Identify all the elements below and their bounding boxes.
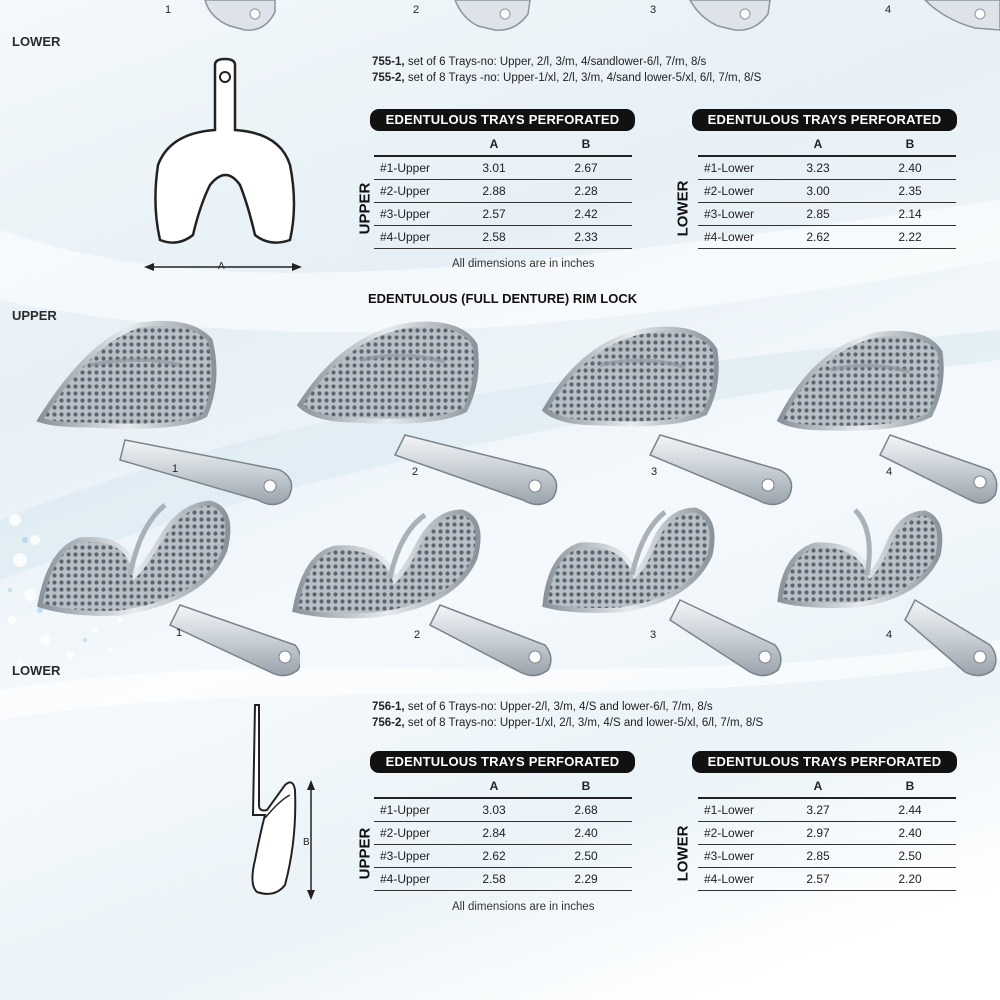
set-756-2-text: set of 8 Trays-no: Upper-1/xl, 2/l, 3/m, 4/S and lower-5/xl, 6/l, 7/m, 8/S: [407, 717, 764, 729]
table-755-upper-side-label: UPPER: [356, 182, 374, 235]
cell-a: 2.62: [772, 226, 864, 249]
set-755-1-text: set of 6 Trays-no: Upper, 2/l, 3/m, 4/sandlower-6/l, 7/m, 8/s: [407, 56, 707, 68]
set-755-line-1: [372, 55, 992, 70]
cell-b: 2.33: [540, 226, 632, 249]
lower-tray-number-3: 3: [650, 629, 657, 641]
table-row: [374, 775, 632, 798]
cell-b: 2.29: [540, 868, 632, 891]
cell-b: 2.22: [864, 226, 956, 249]
rim-lock-title: EDENTULOUS (FULL DENTURE) RIM LOCK: [368, 291, 638, 306]
cell-b: 2.28: [540, 180, 632, 203]
dim-label-a: A: [218, 261, 225, 272]
table-row: [698, 845, 956, 868]
table-row: [698, 822, 956, 845]
cell-a: 2.84: [448, 822, 540, 845]
table-row: [698, 133, 956, 156]
row-name: #3-Lower: [698, 203, 772, 226]
col-header-b: B: [864, 133, 956, 156]
cell-b: 2.40: [864, 822, 956, 845]
table-row: [374, 798, 632, 822]
table-756-upper-header: EDENTULOUS TRAYS PERFORATED: [370, 751, 635, 773]
table-755-lower-header: EDENTULOUS TRAYS PERFORATED: [692, 109, 957, 131]
row-name: #2-Upper: [374, 180, 448, 203]
table-row: [698, 226, 956, 249]
row-name: #3-Lower: [698, 845, 772, 868]
top-number-3: 3: [650, 4, 657, 16]
lower-tray-2-image: [290, 500, 560, 690]
col-header-a: A: [772, 133, 864, 156]
table-row: [698, 203, 956, 226]
lower-tray-3-image: [540, 500, 790, 690]
set-755-2-code: 755-2,: [372, 72, 405, 84]
table-row: [374, 226, 632, 249]
table-row: [374, 180, 632, 203]
row-name: #3-Upper: [374, 845, 448, 868]
row-name: #1-Lower: [698, 798, 772, 822]
table-755-lower: [698, 133, 956, 249]
cell-b: 2.40: [864, 156, 956, 180]
row-name: #1-Upper: [374, 798, 448, 822]
top-number-2: 2: [413, 4, 420, 16]
lower-tray-number-4: 4: [886, 629, 893, 641]
dimensions-note-755: All dimensions are in inches: [452, 258, 595, 270]
cell-b: 2.44: [864, 798, 956, 822]
cell-a: 3.03: [448, 798, 540, 822]
row-name: #4-Upper: [374, 226, 448, 249]
upper-tray-4-image: [775, 330, 1000, 520]
upper-tray-3-image: [540, 325, 810, 515]
table-756-lower-header: EDENTULOUS TRAYS PERFORATED: [692, 751, 957, 773]
cell-a: 2.57: [772, 868, 864, 891]
row-name: #1-Lower: [698, 156, 772, 180]
cell-b: 2.35: [864, 180, 956, 203]
table-row: [374, 868, 632, 891]
cell-a: 2.58: [448, 226, 540, 249]
section-label-upper: UPPER: [12, 308, 57, 323]
cell-a: 2.97: [772, 822, 864, 845]
lower-tray-number-1: 1: [176, 627, 183, 639]
row-name: #2-Lower: [698, 180, 772, 203]
set-756-1-text: set of 6 Trays-no: Upper-2/l, 3/m, 4/S and lower-6/l, 7/m, 8/s: [407, 701, 713, 713]
cell-a: 3.23: [772, 156, 864, 180]
lower-tray-4-image: [775, 505, 1000, 695]
table-row: [698, 156, 956, 180]
table-row: [374, 203, 632, 226]
table-row: [698, 798, 956, 822]
cell-a: 2.85: [772, 845, 864, 868]
row-name: #4-Upper: [374, 868, 448, 891]
table-756-lower: [698, 775, 956, 891]
cell-a: 3.00: [772, 180, 864, 203]
table-row: [374, 133, 632, 156]
cell-b: 2.40: [540, 822, 632, 845]
row-name: #2-Lower: [698, 822, 772, 845]
cell-a: 2.85: [772, 203, 864, 226]
upper-tray-1-image: [30, 320, 300, 510]
dimensions-note-756: All dimensions are in inches: [452, 901, 595, 913]
cell-a: 3.01: [448, 156, 540, 180]
top-tray-handles: [0, 0, 1000, 40]
table-row: [374, 156, 632, 180]
cell-b: 2.50: [864, 845, 956, 868]
row-name: #1-Upper: [374, 156, 448, 180]
cell-a: 3.27: [772, 798, 864, 822]
cell-b: 2.50: [540, 845, 632, 868]
set-756-line-2: [372, 716, 992, 731]
col-header-a: A: [448, 775, 540, 798]
lower-tray-number-2: 2: [414, 629, 421, 641]
table-755-upper: [374, 133, 632, 249]
table-row: [374, 822, 632, 845]
set-756-2-code: 756-2,: [372, 717, 405, 729]
table-756-upper: [374, 775, 632, 891]
set-756-line-1: [372, 700, 992, 715]
upper-tray-number-3: 3: [651, 466, 658, 478]
row-name: #2-Upper: [374, 822, 448, 845]
cell-a: 2.88: [448, 180, 540, 203]
set-756-1-code: 756-1,: [372, 701, 405, 713]
upper-tray-2-image: [295, 320, 565, 510]
table-row: [374, 845, 632, 868]
table-row: [698, 775, 956, 798]
col-header-b: B: [540, 133, 632, 156]
cell-a: 2.58: [448, 868, 540, 891]
col-header-a: A: [772, 775, 864, 798]
col-header-a: A: [448, 133, 540, 156]
row-name: #4-Lower: [698, 868, 772, 891]
lower-tray-1-image: [30, 495, 300, 685]
upper-tray-number-1: 1: [172, 463, 179, 475]
table-755-upper-header: EDENTULOUS TRAYS PERFORATED: [370, 109, 635, 131]
set-755-2-text: set of 8 Trays -no: Upper-1/xl, 2/l, 3/m, 4/sand lower-5/xl, 6/l, 7/m, 8/S: [407, 72, 762, 84]
row-name: #4-Lower: [698, 226, 772, 249]
cell-a: 2.62: [448, 845, 540, 868]
upper-tray-number-4: 4: [886, 466, 893, 478]
section-label-lower-mid: LOWER: [12, 663, 61, 678]
table-756-upper-side-label: UPPER: [356, 827, 374, 880]
cell-b: 2.14: [864, 203, 956, 226]
tray-outline-diagram: [130, 55, 320, 285]
cell-b: 2.42: [540, 203, 632, 226]
table-756-lower-side-label: LOWER: [674, 825, 692, 882]
col-header-b: B: [864, 775, 956, 798]
upper-tray-number-2: 2: [412, 466, 419, 478]
col-header-b: B: [540, 775, 632, 798]
table-row: [698, 868, 956, 891]
table-755-lower-side-label: LOWER: [674, 180, 692, 237]
row-name: #3-Upper: [374, 203, 448, 226]
section-label-lower-top: LOWER: [12, 34, 61, 49]
table-row: [698, 180, 956, 203]
cell-a: 2.57: [448, 203, 540, 226]
set-755-line-2: [372, 71, 992, 86]
cell-b: 2.68: [540, 798, 632, 822]
set-755-1-code: 755-1,: [372, 56, 405, 68]
cell-b: 2.67: [540, 156, 632, 180]
cell-b: 2.20: [864, 868, 956, 891]
top-number-1: 1: [165, 4, 172, 16]
dim-label-b: B: [303, 837, 310, 848]
top-number-4: 4: [885, 4, 892, 16]
tray-profile-diagram: [235, 700, 335, 910]
